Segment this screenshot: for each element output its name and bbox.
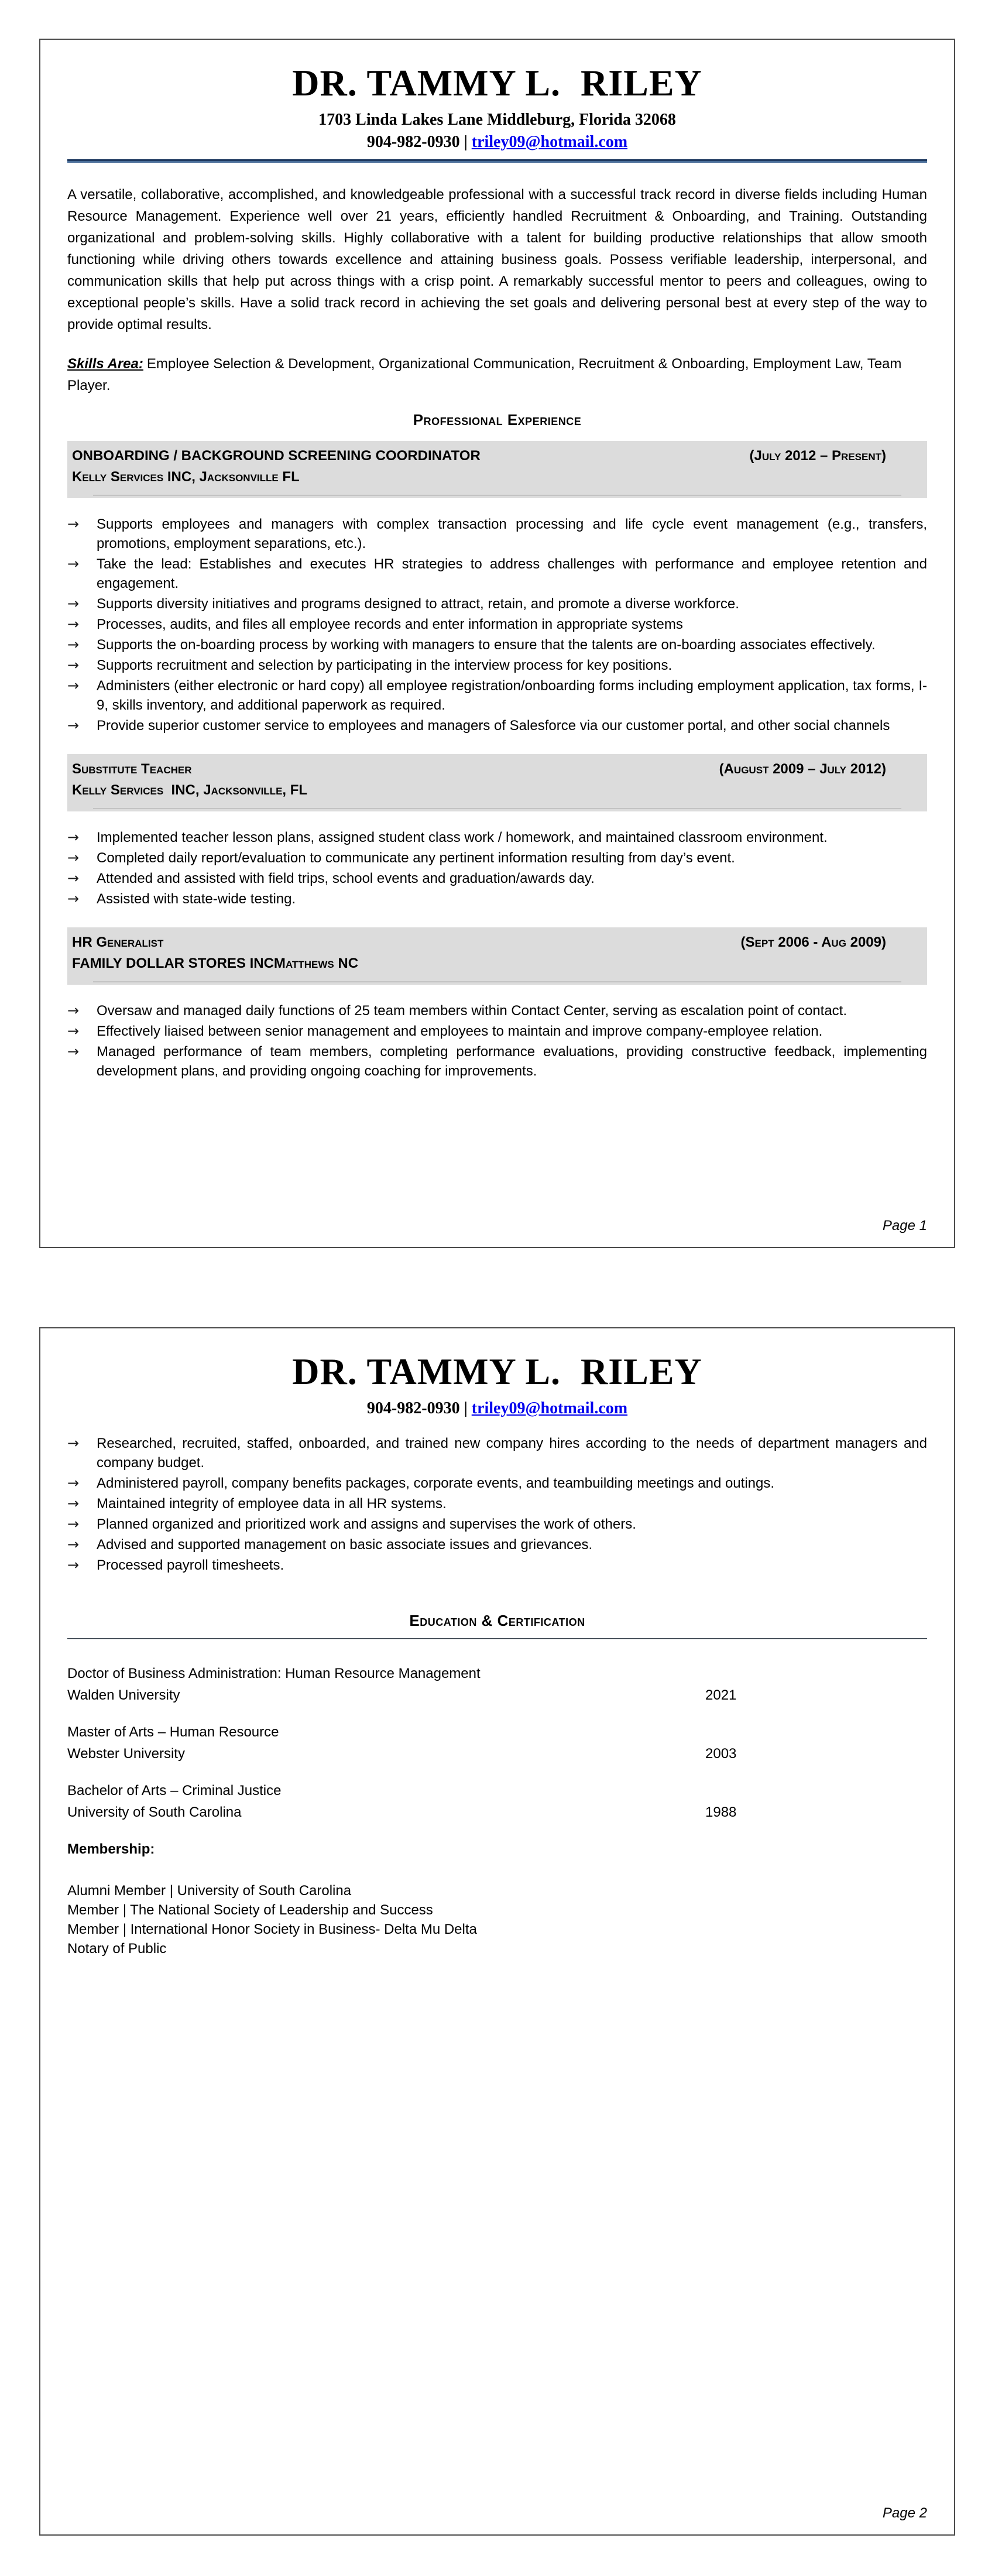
bullet-text: Oversaw and managed daily functions of 25 team members within Contact Center, serving as escalation point of contact.: [97, 1003, 848, 1019]
school-row: [67, 1801, 927, 1823]
list-item: [67, 635, 927, 655]
list-item: [67, 716, 927, 735]
list-item: Alumni Member | University of South Carolina: [67, 1883, 352, 1899]
list-item: [67, 1474, 927, 1493]
school-name: Webster University: [67, 1746, 185, 1762]
list-item: [67, 1494, 927, 1513]
degree-title: Master of Arts – Human Resource: [67, 1724, 279, 1740]
bullet-text: Take the lead: Establishes and executes HR strategies to address challenges with performance and employee retention and engagement.: [97, 556, 927, 591]
arrow-bullet-icon: →: [67, 1475, 80, 1491]
job-title: Substitute Teacher: [72, 761, 192, 777]
graduation-year: 2003: [705, 1746, 737, 1762]
list-item: [67, 1001, 927, 1020]
bullet-text: Supports the on-boarding process by working with managers to ensure that the talents are on-boarding associates effectively.: [97, 637, 876, 653]
list-item: [67, 656, 927, 675]
list-item: [67, 676, 927, 715]
job-title-row: [72, 759, 922, 780]
address-line: 1703 Linda Lakes Lane Middleburg, Florida 32068: [318, 111, 676, 129]
resume-page-1: [39, 39, 955, 1248]
list-item: [67, 848, 927, 868]
list-item: [67, 1042, 927, 1081]
list-item: [67, 1515, 927, 1534]
bullet-text: Effectively liaised between senior management and employees to maintain and improve company-employee relation.: [97, 1023, 823, 1039]
bullet-text: Supports recruitment and selection by participating in the interview process for key positions.: [97, 657, 673, 673]
contact-line: [67, 131, 927, 153]
list-item: [67, 1022, 927, 1041]
job-bullet-list: [67, 515, 927, 735]
school-name: Walden University: [67, 1687, 180, 1703]
bullet-text: Administers (either electronic or hard copy) all employee registration/onboarding forms including employment application, tax forms, I-9, skills inventory, and additional paperwork as required.: [97, 678, 927, 713]
arrow-bullet-icon: →: [67, 556, 80, 572]
arrow-bullet-icon: →: [67, 1043, 80, 1060]
arrow-bullet-icon: →: [67, 1495, 80, 1512]
education-section-rule: [67, 1638, 927, 1639]
contact-line: [67, 1397, 927, 1420]
arrow-bullet-icon: →: [67, 1023, 80, 1039]
list-item: Member | The National Society of Leadership and Success: [67, 1902, 433, 1918]
bullet-text: Completed daily report/evaluation to communicate any pertinent information resulting from day’s event.: [97, 850, 735, 866]
list-item: Member | International Honor Society in Business- Delta Mu Delta: [67, 1921, 477, 1937]
graduation-year: 1988: [705, 1804, 737, 1820]
list-item: [67, 554, 927, 593]
job-header-divider: [93, 808, 901, 809]
school-row: [67, 1684, 927, 1706]
degree-title: Bachelor of Arts – Criminal Justice: [67, 1783, 282, 1799]
contact-separator: |: [459, 1399, 472, 1417]
phone-number: 904-982-0930: [366, 133, 460, 151]
arrow-bullet-icon: →: [67, 1516, 80, 1532]
education-entry: [67, 1721, 927, 1765]
list-item: [67, 828, 927, 847]
job-title: ONBOARDING / BACKGROUND SCREENING COORDINATOR: [72, 448, 481, 464]
arrow-bullet-icon: →: [67, 616, 80, 632]
bullet-text: Processes, audits, and files all employee records and enter information in appropriate systems: [97, 616, 683, 632]
bullet-text: Advised and supported management on basic associate issues and grievances.: [97, 1537, 593, 1553]
education-entry: [67, 1663, 927, 1706]
job-header-divider: [93, 981, 901, 982]
bullet-text: Attended and assisted with field trips, school events and graduation/awards day.: [97, 871, 595, 886]
header-rule: [67, 159, 927, 163]
education-list: [67, 1663, 927, 1823]
list-item: [67, 615, 927, 634]
job-company: FAMILY DOLLAR STORES INCMatthews NC: [72, 955, 359, 971]
bullet-text: Supports employees and managers with complex transaction processing and life cycle event management (e.g., transfers, promotions, employment separations, etc.).: [97, 516, 927, 551]
page-number-label: Page 2: [882, 2505, 927, 2521]
job-dates: (August 2009 – July 2012): [719, 761, 886, 777]
arrow-bullet-icon: →: [67, 1002, 80, 1019]
job-header-substitute-teacher: [67, 754, 927, 811]
arrow-bullet-icon: →: [67, 595, 80, 612]
bullet-text: Supports diversity initiatives and programs designed to attract, retain, and promote a diverse workforce.: [97, 596, 739, 612]
arrow-bullet-icon: →: [67, 1536, 80, 1553]
job-bullet-list: [67, 1434, 927, 1575]
skills-label: Skills Area:: [67, 356, 143, 372]
membership-list: [67, 1881, 927, 1958]
list-item: [67, 1535, 927, 1554]
bullet-text: Assisted with state-wide testing.: [97, 891, 296, 907]
degree-title: Doctor of Business Administration: Human Resource Management: [67, 1666, 481, 1681]
skills-text: Employee Selection & Development, Organizational Communication, Recruitment & Onboarding, Employment Law, Team Player.: [67, 356, 902, 393]
bullet-text: Provide superior customer service to employees and managers of Salesforce via our customer portal, and other social channels: [97, 718, 890, 734]
job-header-hr-generalist: [67, 927, 927, 985]
bullet-text: Implemented teacher lesson plans, assigned student class work / homework, and maintained classroom environment.: [97, 830, 828, 845]
education-entry: [67, 1780, 927, 1823]
arrow-bullet-icon: →: [67, 890, 80, 907]
list-item: [67, 515, 927, 553]
bullet-text: Administered payroll, company benefits packages, corporate events, and teambuilding meetings and outings.: [97, 1475, 775, 1491]
arrow-bullet-icon: →: [67, 657, 80, 673]
list-item: [67, 869, 927, 888]
page-number-label: Page 1: [882, 1218, 927, 1234]
experience-section-heading: Professional Experience: [413, 411, 582, 429]
arrow-bullet-icon: →: [67, 1435, 80, 1451]
job-title-row: [72, 932, 922, 953]
bullet-text: Managed performance of team members, completing performance evaluations, providing constructive feedback, implementing development plans, and providing ongoing coaching for improvements.: [97, 1044, 927, 1079]
list-item: [67, 1556, 927, 1575]
arrow-bullet-icon: →: [67, 1557, 80, 1573]
arrow-bullet-icon: →: [67, 677, 80, 694]
education-section-heading: Education & Certification: [409, 1612, 585, 1629]
list-item: [67, 594, 927, 614]
email-link[interactable]: triley09@hotmail.com: [471, 1399, 628, 1417]
job-company: Kelly Services INC, Jacksonville FL: [72, 469, 300, 485]
bullet-text: Planned organized and prioritized work and assigns and supervises the work of others.: [97, 1516, 636, 1532]
job-dates: (Sept 2006 - Aug 2009): [740, 934, 886, 950]
membership-heading: Membership:: [67, 1841, 155, 1857]
candidate-name: DR. TAMMY L. RILEY: [292, 62, 702, 104]
job-header-onboarding-coordinator: [67, 441, 927, 498]
job-bullet-list: [67, 1001, 927, 1081]
arrow-bullet-icon: →: [67, 870, 80, 886]
arrow-bullet-icon: →: [67, 636, 80, 653]
job-header-divider: [93, 495, 901, 496]
list-item: [67, 1434, 927, 1472]
list-item: [67, 889, 927, 909]
bullet-text: Researched, recruited, staffed, onboarded, and trained new company hires according to the needs of department managers and company budget.: [97, 1436, 927, 1471]
arrow-bullet-icon: →: [67, 717, 80, 734]
summary-paragraph: A versatile, collaborative, accomplished, and knowledgeable professional with a successful track record in diverse fields including Human Resource Management. Experience well over 21 years, efficiently handled Recruitment & Onboarding, and Training. Outstanding organizational and problem-solving skills. Highly collaborative with a talent for building productive relationships that allow smooth functioning while driving others towards excellence and attaining business goals. Possess verifiable leadership, interpersonal, and communication skills that help put across things with a crisp point. A remarkably successful mentor to peers and colleagues, owing to exceptional people’s skills. Have a solid track record in achieving the set goals and delivering personal best at every step of the way to provide optimal results.: [67, 187, 927, 333]
job-dates: (July 2012 – Present): [749, 448, 886, 464]
list-item: Notary of Public: [67, 1941, 167, 1957]
school-row: [67, 1743, 927, 1765]
bullet-text: Maintained integrity of employee data in all HR systems.: [97, 1496, 447, 1512]
contact-separator: |: [459, 133, 472, 151]
job-bullet-list: [67, 828, 927, 909]
job-company: Kelly Services INC, Jacksonville, FL: [72, 782, 308, 798]
arrow-bullet-icon: →: [67, 516, 80, 532]
phone-number: 904-982-0930: [366, 1399, 460, 1417]
arrow-bullet-icon: →: [67, 829, 80, 845]
school-name: University of South Carolina: [67, 1804, 242, 1820]
job-title: HR Generalist: [72, 934, 164, 950]
arrow-bullet-icon: →: [67, 849, 80, 866]
graduation-year: 2021: [705, 1687, 737, 1703]
resume-page-2: [39, 1327, 955, 2536]
bullet-text: Processed payroll timesheets.: [97, 1557, 284, 1573]
job-title-row: [72, 446, 922, 467]
email-link[interactable]: triley09@hotmail.com: [471, 133, 628, 151]
skills-paragraph: [67, 353, 927, 396]
candidate-name: DR. TAMMY L. RILEY: [292, 1351, 702, 1392]
